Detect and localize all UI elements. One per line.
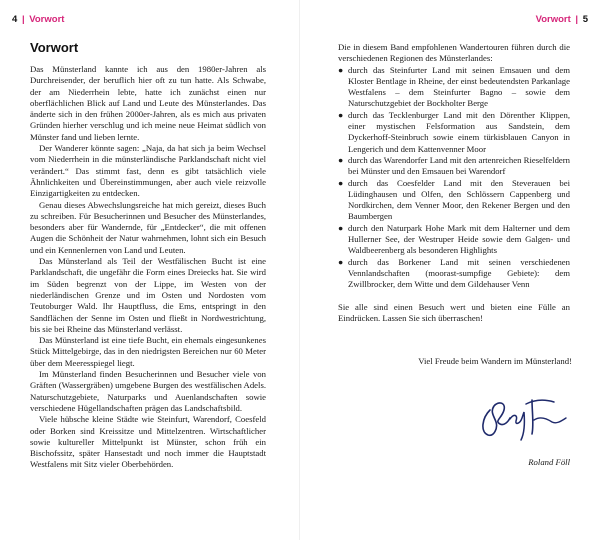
signature-icon	[474, 388, 574, 446]
list-item-text: durch das Coesfelder Land mit den Steverauen bei Lüdinghausen und Olfen, den Schlössern Cappenberg und Nordkirchen, dem Venner Moor, den Rekener Bergen und den Baumbergen	[348, 177, 570, 222]
paragraph: Im Münsterland finden Besucherinnen und Besucher viele von Gräften (Wassergräben) umgebene Burgen des westfälischen Adels. Naturschutzgebiete, Naturparks und Auenlandschaften sowie verschiedene Hügellandschaften prägen das Landschaftsbild.	[30, 369, 266, 413]
list-item-text: durch das Borkener Land mit seinen verschiedenen Vennlandschaften (moorast-sumpfige Gebiete): dem Zwillbrocker, dem Witte und dem Gildehauser Venn	[348, 256, 570, 290]
page-number: 5	[582, 14, 588, 25]
outro-paragraph: Sie alle sind einen Besuch wert und bieten eine Fülle an Eindrücken. Lassen Sie sich überraschen!	[338, 301, 570, 324]
header-separator: |	[21, 14, 25, 25]
closing-line: Viel Freude beim Wandern im Münsterland!	[418, 356, 572, 366]
paragraph: Genau dieses Abwechslungsreiche hat mich gereizt, dieses Buch zu schreiben. Für Besucherinnen und Besucher des Münsterlandes, besonders aber für Wandernde, für „Entdecker“, die mit offenen Augen die Schönheit der Natur wahrnehmen, lohnt sich ein Besuch und ein Kennenlernen von Land und Leuten.	[30, 199, 266, 255]
bullet-icon: ●	[338, 154, 344, 165]
list-item	[338, 155, 570, 178]
body-text	[30, 64, 266, 471]
paragraph: Das Münsterland ist eine tiefe Bucht, ein ehemals eingesunkenes Stück Mittelgebirge, das in den niedrigsten Bereichen nur 60 Meter über dem Meeresspiegel liegt.	[30, 335, 266, 368]
list-item	[338, 178, 570, 223]
header-separator: |	[575, 14, 579, 25]
list-item-text: durch den Naturpark Hohe Mark mit dem Halterner und dem Hullerner See, der Westruper Heide sowie dem Galgen- und Waldbeerenberg als besonderen Highlights	[348, 222, 570, 256]
intro-paragraph: Die in diesem Band empfohlenen Wandertouren führen durch die verschiedenen Regionen des Münsterlandes:	[338, 42, 570, 64]
paragraph: Das Münsterland kannte ich aus den 1980er-Jahren als Durchreisender, der beruflich hier oft zu tun hatte. Als Schwabe, der am Niederrhein lebte, hatte ich zunächst einen nur oberflächlichen Blick auf Land und Leute des Münsterlandes. Das änderte sich in den frühen 2000er-Jahren, als es mich aus privaten Gründen hierher verschlug und ich meine neue Heimat südlich von Münster fand und lieben lernte.	[30, 64, 266, 142]
bullet-icon: ●	[338, 256, 344, 267]
body-text-right	[338, 42, 570, 324]
paragraph: Viele hübsche kleine Städte wie Steinfurt, Warendorf, Coesfeld oder Borken sind Kreissitze und Mittelzentren. Wirtschaftlicher sowie kultureller Mittelpunkt ist Münster, schon früh ein Bischofssitz, später Hansestadt und noch immer die Hauptstadt Westfalens mit Sitz vieler Oberbehörden.	[30, 414, 266, 470]
author-name: Roland Föll	[528, 457, 570, 467]
list-item	[338, 110, 570, 155]
running-header-right	[536, 14, 588, 25]
bullet-icon: ●	[338, 109, 344, 120]
list-item-text: durch das Tecklenburger Land mit den Dörenther Klippen, einer mystischen Felsformation aus Sandstein, dem Dyckerhoff-Steinbruch sowie einem türkisblauen Canyon in Lengerich und dem Kattenvenner Moor	[348, 109, 570, 154]
running-header-left	[12, 14, 64, 25]
page-title: Vorwort	[30, 40, 79, 55]
list-item	[338, 257, 570, 291]
bullet-icon: ●	[338, 222, 344, 233]
bullet-icon: ●	[338, 177, 344, 188]
section-name: Vorwort	[29, 14, 65, 25]
paragraph: Der Wanderer könnte sagen: „Naja, da hat sich ja beim Wechsel vom Niederrhein in die münsterländische Parklandschaft nicht viel verändert.“ Das stimmt fast, denn es gibt tatsächlich viele Ähnlichkeiten und Übereinstimmungen, aber auch viele reizvolle Einzigartigkeiten zu entdecken.	[30, 143, 266, 199]
list-item-text: durch das Warendorfer Land mit den artenreichen Rieselfeldern bei Münster und den Emsauen bei Warendorf	[348, 154, 570, 177]
page-number: 4	[12, 14, 18, 25]
list-item-text: durch das Steinfurter Land mit seinen Emsauen und dem Kloster Bentlage in Rheine, der einst bedeutendsten Parkanlage Westfalens – dem Steinfurter Bagno – sowie dem Naturschutzgebiet der Bockholter Berge	[348, 64, 570, 109]
paragraph: Das Münsterland als Teil der Westfälischen Bucht ist eine Parklandschaft, die ungefähr die Form eines Dreiecks hat. Sie wird im Süden begrenzt von der Lippe, im Westen von der niederländischen Grenze und im Osten und Nordosten vom Teutoburger Wald. Ihr Hauptfluss, die Ems, entspringt in den Sandflächen der Senne im Osten und fließt in Nordwestrichtung, bis sie bei Rheine das Münsterland verlässt.	[30, 256, 266, 334]
bullet-icon: ●	[338, 64, 344, 75]
list-item	[338, 65, 570, 110]
list-item	[338, 223, 570, 257]
section-name: Vorwort	[535, 14, 571, 25]
